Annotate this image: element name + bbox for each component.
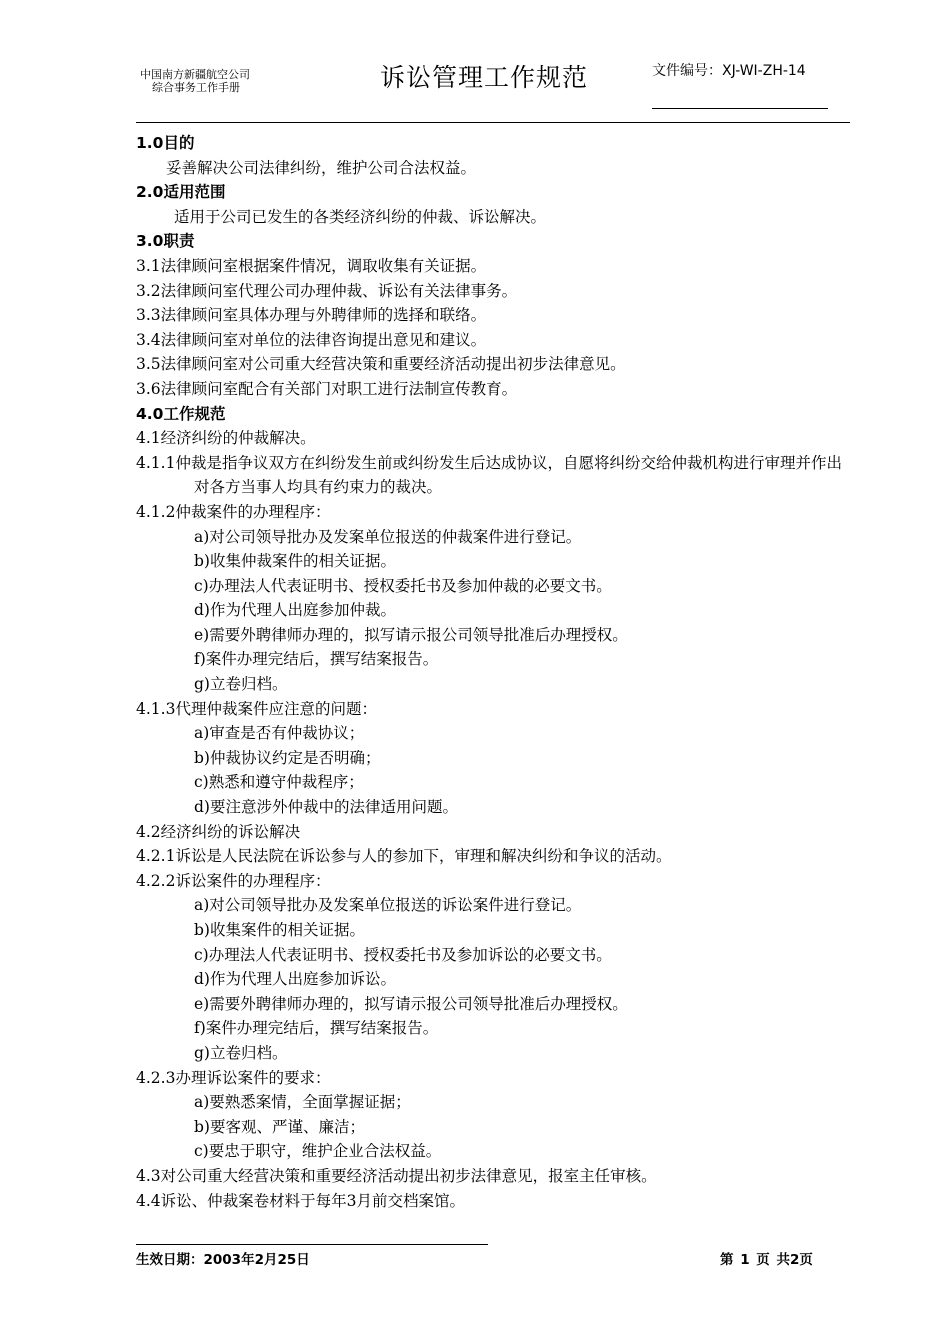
list-item: b)收集案件的相关证据。 [194, 921, 365, 939]
list-item: b)要客观、严谨、廉洁； [194, 1117, 365, 1136]
effective-date: 生效日期：2003年2月25日 [136, 1252, 310, 1268]
subsection-4-2-3: 4.2.3办理诉讼案件的要求： [136, 1068, 331, 1087]
manual-name: 综合事务工作手册 [152, 81, 240, 94]
list-item: a)要熟悉案情，全面掌握证据； [194, 1093, 411, 1112]
subsection-4-1-3: 4.1.3代理仲裁案件应注意的问题： [136, 699, 377, 718]
section-heading-purpose: 1.0目的 [136, 134, 195, 152]
section-heading-work-standards: 4.0工作规范 [136, 404, 226, 423]
subsection-4-2: 4.2经济纠纷的诉讼解决 [136, 822, 301, 841]
list-item: a)对公司领导批办及发案单位报送的诉讼案件进行登记。 [194, 896, 582, 915]
subsection-4-1-2: 4.1.2仲裁案件的办理程序： [136, 502, 331, 521]
list-item: e)需要外聘律师办理的，拟写请示报公司领导批准后办理授权。 [194, 625, 628, 644]
duty-item: 3.1法律顾问室根据案件情况，调取收集有关证据。 [136, 256, 487, 275]
company-name: 中国南方新疆航空公司 [140, 68, 250, 81]
document-title: 诉讼管理工作规范 [380, 63, 589, 92]
duty-item: 3.4法律顾问室对单位的法律咨询提出意见和建议。 [136, 330, 487, 349]
subsection-4-1: 4.1经济纠纷的仲裁解决。 [136, 429, 316, 448]
document-number: 文件编号：XJ-WI-ZH-14 [652, 63, 806, 79]
list-item: c)熟悉和遵守仲裁程序； [194, 773, 364, 792]
footer-divider [136, 1244, 488, 1245]
list-item: a)对公司领导批办及发案单位报送的仲裁案件进行登记。 [194, 527, 582, 546]
section-text-purpose: 妥善解决公司法律纠纷，维护公司合法权益。 [166, 158, 477, 177]
document-number-underline [652, 108, 828, 109]
list-item: d)作为代理人出庭参加诉讼。 [194, 970, 396, 989]
company-name-block [140, 68, 250, 94]
list-item: f)案件办理完结后，撰写结案报告。 [194, 1019, 439, 1038]
paragraph-4-4: 4.4诉讼、仲裁案卷材料于每年3月前交档案馆。 [136, 1191, 466, 1210]
document-body [136, 131, 846, 1213]
list-item: d)要注意涉外仲裁中的法律适用问题。 [194, 798, 458, 817]
list-item: b)收集仲裁案件的相关证据。 [194, 552, 396, 571]
page-number: 第 1 页 共2页 [720, 1252, 813, 1268]
list-item: a)审查是否有仲裁协议； [194, 724, 365, 743]
header-divider [136, 122, 850, 123]
section-heading-duties: 3.0职责 [136, 232, 195, 251]
duty-item: 3.6法律顾问室配合有关部门对职工进行法制宣传教育。 [136, 379, 518, 398]
duty-item: 3.3法律顾问室具体办理与外聘律师的选择和联络。 [136, 306, 487, 325]
list-item: g)立卷归档。 [194, 675, 288, 694]
paragraph-4-1-1: 4.1.1仲裁是指争议双方在纠纷发生前或纠纷发生后达成协议，自愿将纠纷交给仲裁机构进行审理并作出对各方当事人均具有约束力的裁决。 [136, 453, 842, 497]
section-heading-scope: 2.0适用范围 [136, 183, 226, 202]
duty-item: 3.5法律顾问室对公司重大经营决策和重要经济活动提出初步法律意见。 [136, 355, 626, 374]
list-item: g)立卷归档。 [194, 1043, 288, 1062]
section-text-scope: 适用于公司已发生的各类经济纠纷的仲裁、诉讼解决。 [174, 207, 547, 226]
list-item: f)案件办理完结后，撰写结案报告。 [194, 650, 439, 669]
list-item: b)仲裁协议约定是否明确； [194, 748, 381, 767]
list-item: c)办理法人代表证明书、授权委托书及参加诉讼的必要文书。 [194, 945, 612, 964]
list-item: e)需要外聘律师办理的，拟写请示报公司领导批准后办理授权。 [194, 994, 628, 1013]
list-item: c)办理法人代表证明书、授权委托书及参加仲裁的必要文书。 [194, 576, 612, 595]
list-item: d)作为代理人出庭参加仲裁。 [194, 601, 396, 620]
paragraph-4-3: 4.3对公司重大经营决策和重要经济活动提出初步法律意见，报室主任审核。 [136, 1166, 657, 1185]
subsection-4-2-2: 4.2.2诉讼案件的办理程序： [136, 871, 331, 890]
paragraph-4-2-1: 4.2.1诉讼是人民法院在诉讼参与人的参加下，审理和解决纠纷和争议的活动。 [136, 847, 672, 866]
duty-item: 3.2法律顾问室代理公司办理仲裁、诉讼有关法律事务。 [136, 281, 518, 300]
list-item: c)要忠于职守，维护企业合法权益。 [194, 1142, 442, 1161]
